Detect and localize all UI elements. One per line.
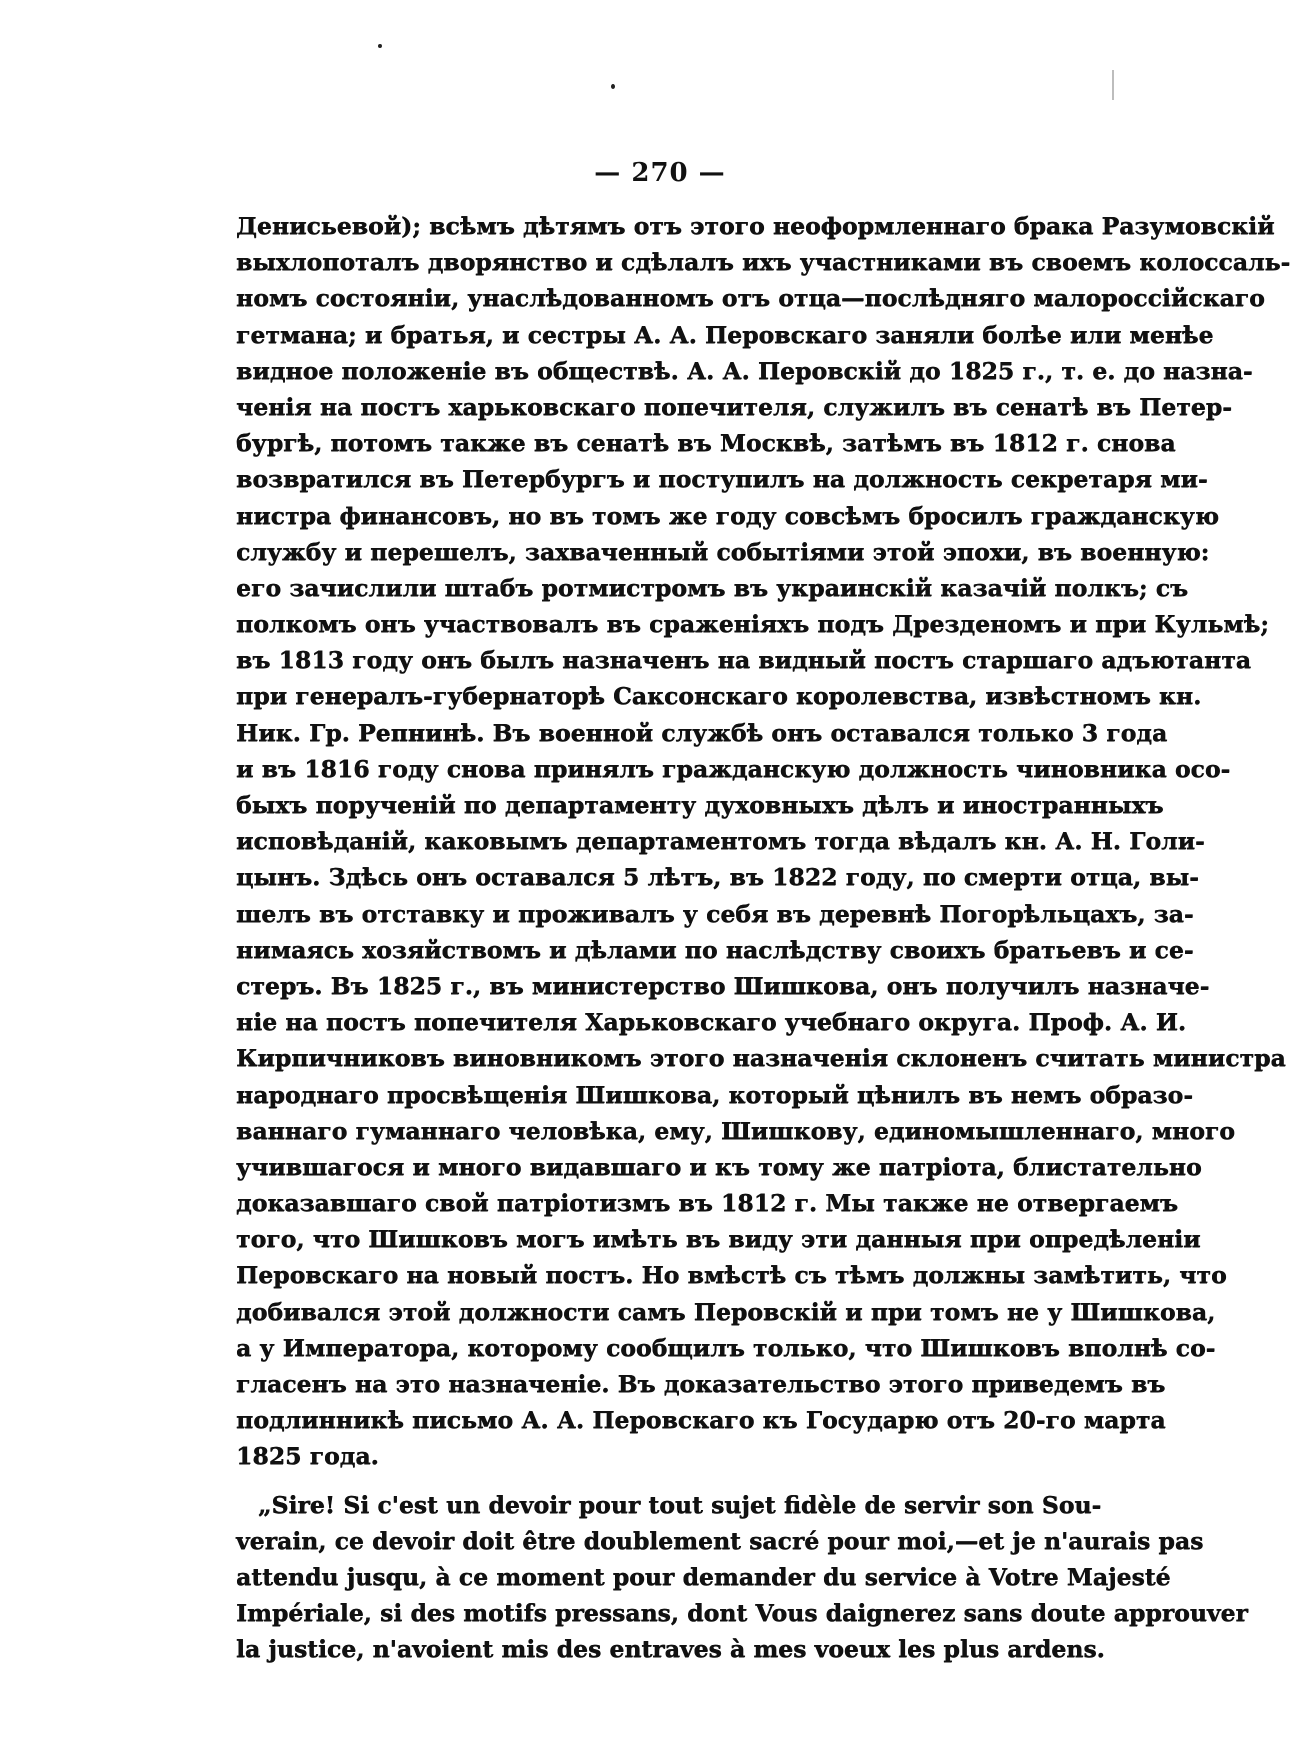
text-line: стеръ. Въ 1825 г., въ министерство Шишкова, онъ получилъ назначе- [236,971,1210,1000]
ink-speck [611,84,615,89]
text-line: въ 1813 году онъ былъ назначенъ на видный постъ старшаго адъютанта [236,646,1251,675]
text-line: Кирпичниковъ виновникомъ этого назначенія склоненъ считать министра [236,1044,1286,1073]
text-line: и въ 1816 году снова принялъ гражданскую должность чиновника осо- [236,754,1231,783]
text-line: ваннаго гуманнаго человѣка, ему, Шишкову, единомышленнаго, много [236,1116,1235,1145]
text-line: подлинникѣ письмо А. А. Перовскаго къ Государю отъ 20-го марта [236,1406,1166,1435]
text-line: быхъ порученій по департаменту духовныхъ дѣлъ и иностранныхъ [236,791,1164,819]
quote-line: la justice, n'avoient mis des entraves à mes voeux les plus ardens. [236,1635,1105,1664]
text-line: гласенъ на это назначеніе. Въ доказательство этого приведемъ въ [236,1370,1166,1398]
text-line: видное положеніе въ обществѣ. А. А. Перовскій до 1825 г., т. е. до назна- [236,356,1253,385]
text-line: гетмана; и братья, и сестры А. А. Перовскаго заняли болѣе или менѣе [236,320,1214,349]
quote-line: Impériale, si des motifs pressans, dont Vous daignerez sans doute approuver [236,1599,1248,1628]
text-line: его зачислили штабъ ротмистромъ въ украинскій казачій полкъ; съ [236,573,1189,602]
text-line: исповѣданій, каковымъ департаментомъ тогда вѣдалъ кн. А. Н. Голи- [236,827,1205,856]
text-line: а у Императора, которому сообщилъ только, что Шишковъ вполнѣ со- [236,1333,1216,1362]
body-text [236,208,1290,1668]
text-line: добивался этой должности самъ Перовскій и при томъ не у Шишкова, [236,1297,1216,1326]
text-line: выхлопоталъ дворянство и сдѣлалъ ихъ участниками въ своемъ колоссаль- [236,248,1290,277]
text-line: полкомъ онъ участвовалъ въ сраженіяхъ подъ Дрезденомъ и при Кульмѣ; [236,610,1269,639]
text-line: бургѣ, потомъ также въ сенатѣ въ Москвѣ, затѣмъ въ 1812 г. снова [236,429,1176,458]
text-line: ніе на постъ попечителя Харьковскаго учебнаго округа. Проф. А. И. [236,1008,1187,1037]
text-line: при генералъ-губернаторѣ Саксонскаго королевства, извѣстномъ кн. [236,682,1202,711]
page-number: — 270 — [594,158,726,188]
quote-line: attendu jusqu, à ce moment pour demander du service à Votre Majesté [236,1562,1171,1591]
quote-line: „Sire! Si c'est un devoir pour tout sujet fidèle de servir son Sou- [258,1490,1102,1519]
text-line: ченія на постъ харьковскаго попечителя, служилъ въ сенатѣ въ Петер- [236,392,1232,421]
text-line: доказавшаго свой патріотизмъ въ 1812 г. Мы также не отвергаемъ [236,1189,1178,1218]
text-line: 1825 года. [236,1442,379,1471]
text-line: того, что Шишковъ могъ имѣть въ виду эти данныя при опредѣленіи [236,1225,1201,1254]
text-line: учившагося и много видавшаго и къ тому же патріота, блистательно [236,1152,1202,1181]
text-line: Ник. Гр. Репнинѣ. Въ военной службѣ онъ оставался только 3 года [236,718,1168,747]
text-line: возвратился въ Петербургъ и поступилъ на должность секретаря ми- [236,465,1208,494]
text-line: народнаго просвѣщенія Шишкова, который цѣнилъ въ немъ образо- [236,1080,1193,1109]
text-line: Перовскаго на новый постъ. Но вмѣстѣ съ тѣмъ должны замѣтить, что [236,1261,1227,1290]
text-line: нимаясь хозяйствомъ и дѣлами по наслѣдству своихъ братьевъ и се- [236,935,1194,964]
paragraph-gap [236,1475,1096,1487]
page-edge-mark [1112,70,1114,100]
quote-line: verain, ce devoir doit être doublement sacré pour moi,—et je n'aurais pas [236,1526,1204,1555]
text-line: службу и перешелъ, захваченный событіями этой эпохи, въ военную: [236,537,1210,566]
text-line: цынъ. Здѣсь онъ оставался 5 лѣтъ, въ 1822 году, по смерти отца, вы- [236,863,1199,892]
ink-speck [378,44,382,48]
text-line: Денисьевой); всѣмъ дѣтямъ отъ этого неоформленнаго брака Разумовскій [236,212,1275,240]
text-line: номъ состояніи, унаслѣдованномъ отъ отца—послѣдняго малороссійскаго [236,284,1265,313]
text-line: нистра финансовъ, но въ томъ же году совсѣмъ бросилъ гражданскую [236,501,1219,530]
text-line: шелъ въ отставку и проживалъ у себя въ деревнѣ Погорѣльцахъ, за- [236,899,1194,928]
